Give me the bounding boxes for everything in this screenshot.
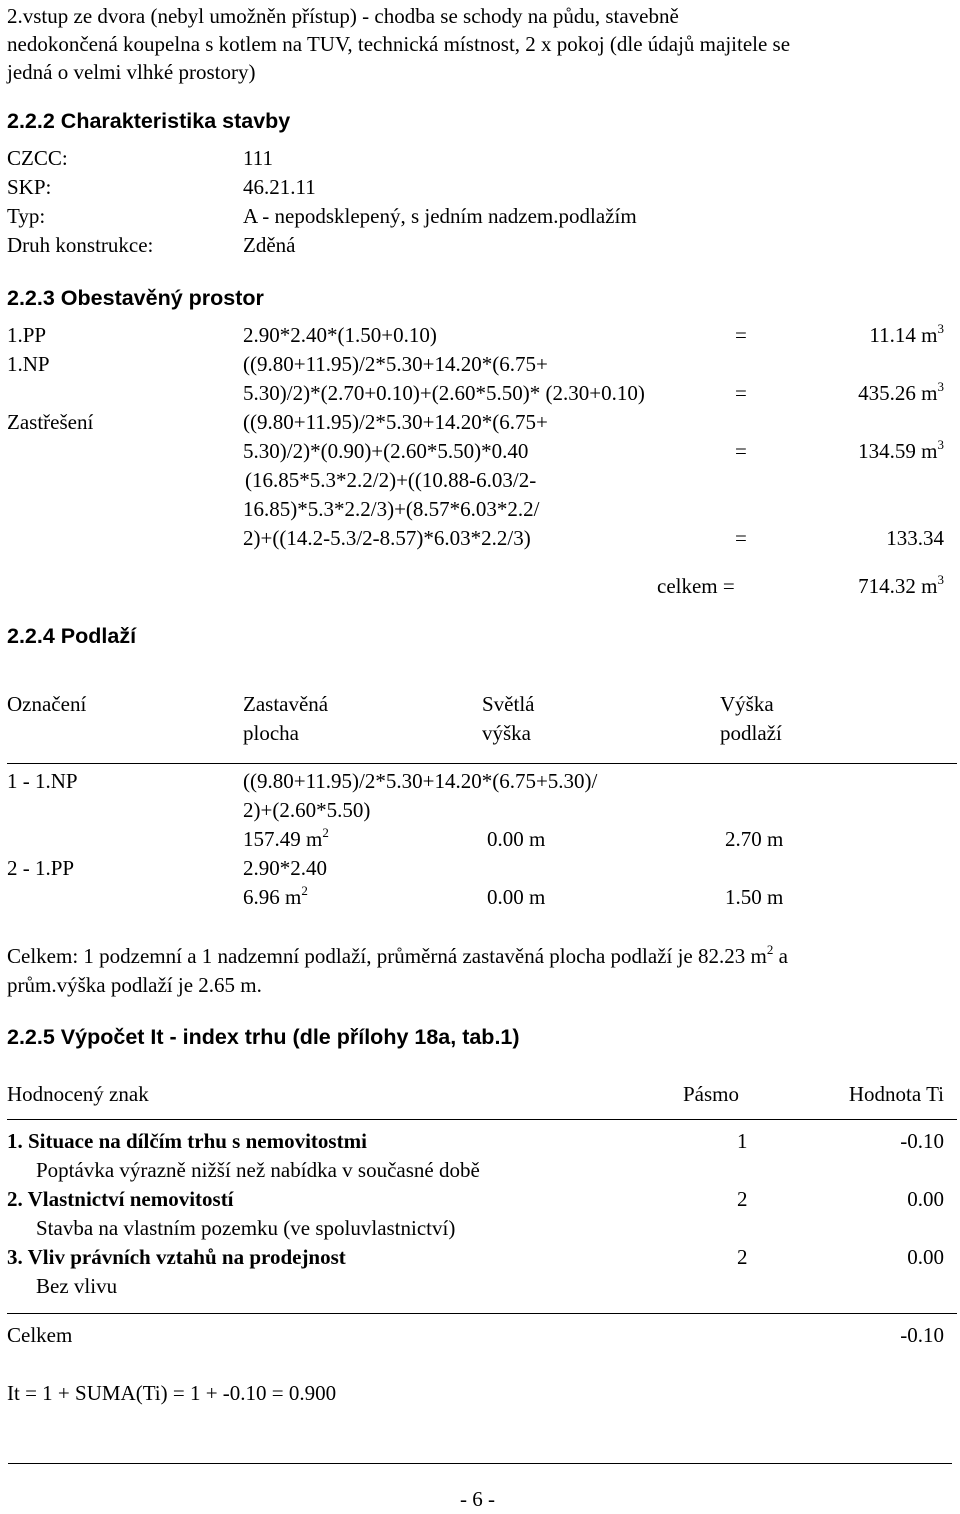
index-header-rule: [7, 1119, 957, 1120]
volume-label-np: 1.NP: [7, 352, 50, 376]
intro-line-2: nedokončená koupelna s kotlem na TUV, technická místnost, 2 x pokoj (dle údajů majitele se: [7, 32, 791, 56]
volume-total-label: celkem =: [657, 574, 735, 598]
floors-r1-area: 157.49 $m^2$: [243, 825, 329, 851]
floors-r2-area: 6.96 $m^2$: [243, 883, 308, 909]
index-row-3-desc: Bez vlivu: [36, 1274, 118, 1298]
char-value-construction: Zděná: [243, 233, 296, 257]
index-col-band: Pásmo: [683, 1082, 740, 1106]
index-total-value: -0.10: [900, 1323, 944, 1347]
floors-col-height-2: podlaží: [720, 721, 782, 745]
volume-eq-roof-2: =: [735, 526, 747, 550]
index-row-1-title: 1. Situace na dílčím trhu s nemovitostmi: [7, 1129, 367, 1153]
char-value-skp: 46.21.11: [243, 175, 316, 199]
volume-formula-roof-4: 16.85)*5.3*2.2/3)+(8.57*6.03*2.2/: [243, 497, 540, 521]
char-value-type: A - nepodsklepený, s jedním nadzem.podlažím: [243, 204, 637, 228]
floors-summary-1: Celkem: 1 podzemní a 1 nadzemní podlaží, průměrná zastavěná plocha podlaží je 82.23 $m^2$ a: [7, 942, 788, 968]
index-row-1-band: 1: [737, 1129, 748, 1153]
volume-formula-roof-3: (16.85*5.3*2.2/2)+((10.88-6.03/2-: [245, 468, 537, 492]
floors-r1-label: 1 - 1.NP: [7, 769, 78, 793]
char-label-construction: Druh konstrukce:: [7, 233, 154, 257]
index-total-rule: [7, 1313, 957, 1314]
floors-r1-formula-2: 2)+(2.60*5.50): [243, 798, 371, 822]
floors-r2-clear: 0.00 m: [487, 885, 546, 909]
index-row-2-desc: Stavba na vlastním pozemku (ve spoluvlastnictví): [36, 1216, 456, 1240]
index-row-1-value: -0.10: [900, 1129, 944, 1153]
char-label-skp: SKP:: [7, 175, 52, 199]
floors-r2-formula: 2.90*2.40: [243, 856, 327, 880]
floors-header-rule: [7, 763, 957, 764]
char-value-czcc: 111: [243, 146, 273, 170]
volume-value-roof: 134.59 $m^3$: [858, 437, 944, 463]
floors-r1-height: 2.70 m: [725, 827, 784, 851]
index-formula: It = 1 + SUMA(Ti) = 1 + -0.10 = 0.900: [7, 1381, 337, 1405]
floors-col-clear-2: výška: [482, 721, 531, 745]
volume-formula-pp: 2.90*2.40*(1.50+0.10): [243, 323, 437, 347]
volume-eq-np: =: [735, 381, 747, 405]
footer-rule: [8, 1463, 952, 1464]
floors-r1-clear: 0.00 m: [487, 827, 546, 851]
volume-value-pp: 11.14 $m^3$: [869, 321, 944, 347]
intro-line-1: 2.vstup ze dvora (nebyl umožněn přístup) - chodba se schody na půdu, stavebně: [7, 4, 679, 28]
char-label-type: Typ:: [7, 204, 46, 228]
volume-formula-np-1: ((9.80+11.95)/2*5.30+14.20*(6.75+: [243, 352, 548, 376]
intro-line-3: jedná o velmi vlhké prostory): [7, 60, 256, 84]
floors-r2-label: 2 - 1.PP: [7, 856, 75, 880]
floors-summary-2: prům.výška podlaží je 2.65 m.: [7, 973, 262, 997]
volume-eq-roof: =: [735, 439, 747, 463]
index-row-3-band: 2: [737, 1245, 748, 1269]
volume-value-roof-2: 133.34: [886, 526, 944, 550]
index-row-3-title: 3. Vliv právních vztahů na prodejnost: [7, 1245, 346, 1269]
page-number: - 6 -: [460, 1487, 495, 1511]
index-col-value: Hodnota Ti: [848, 1082, 944, 1106]
volume-eq-pp: =: [735, 323, 747, 347]
floors-col-area-2: plocha: [243, 721, 299, 745]
index-total-label: Celkem: [7, 1323, 73, 1347]
section-heading-floors: 2.2.4 Podlaží: [7, 624, 137, 648]
index-row-2-title: 2. Vlastnictví nemovitostí: [7, 1187, 234, 1211]
index-row-3-value: 0.00: [907, 1245, 944, 1269]
index-row-2-value: 0.00: [907, 1187, 944, 1211]
index-row-2-band: 2: [737, 1187, 748, 1211]
volume-formula-roof-1: ((9.80+11.95)/2*5.30+14.20*(6.75+: [243, 410, 548, 434]
volume-formula-np-2: 5.30)/2)*(2.70+0.10)+(2.60*5.50)* (2.30+0.10): [243, 381, 645, 405]
volume-label-pp: 1.PP: [7, 323, 47, 347]
floors-col-label: Označení: [7, 692, 87, 716]
floors-col-area-1: Zastavěná: [243, 692, 329, 716]
section-heading-index: 2.2.5 Výpočet It - index trhu (dle přílohy 18a, tab.1): [7, 1025, 520, 1049]
volume-formula-roof-2: 5.30)/2)*(0.90)+(2.60*5.50)*0.40: [243, 439, 529, 463]
char-label-czcc: CZCC:: [7, 146, 68, 170]
floors-r2-height: 1.50 m: [725, 885, 784, 909]
section-heading-characteristics: 2.2.2 Charakteristika stavby: [7, 109, 291, 133]
volume-label-roof: Zastřešení: [7, 410, 94, 434]
floors-col-height-1: Výška: [720, 692, 774, 716]
volume-total-value: 714.32 $m^3$: [858, 572, 944, 598]
index-col-feature: Hodnocený znak: [7, 1082, 149, 1106]
floors-r1-formula-1: ((9.80+11.95)/2*5.30+14.20*(6.75+5.30)/: [243, 769, 598, 793]
floors-col-clear-1: Světlá: [482, 692, 535, 716]
volume-value-np: 435.26 $m^3$: [858, 379, 944, 405]
section-heading-volume: 2.2.3 Obestavěný prostor: [7, 286, 264, 310]
volume-formula-roof-5: 2)+((14.2-5.3/2-8.57)*6.03*2.2/3): [243, 526, 531, 550]
index-row-1-desc: Poptávka výrazně nižší než nabídka v současné době: [36, 1158, 480, 1182]
